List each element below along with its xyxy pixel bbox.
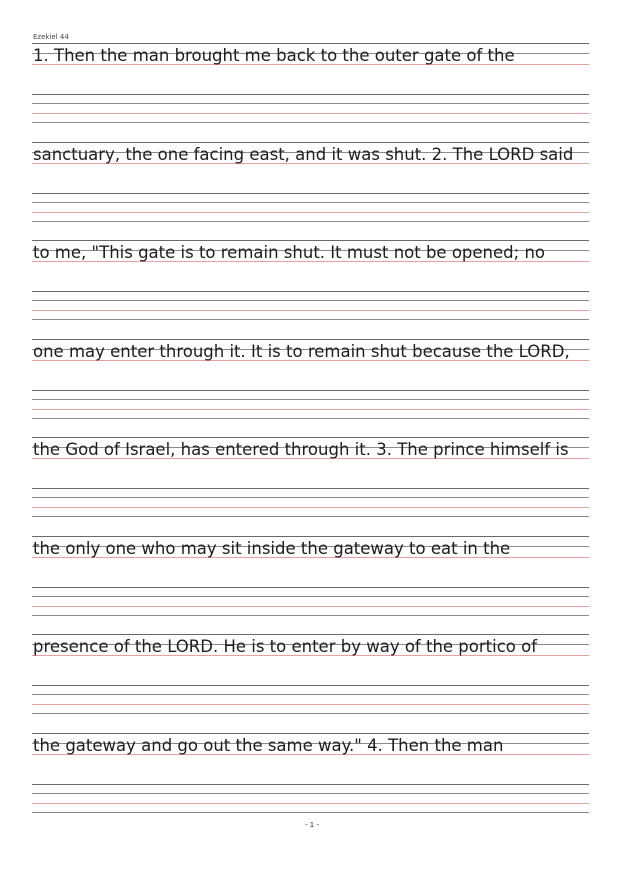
practice-line-text: one may enter through it. It is to remain shut because the LORD, (33, 341, 570, 361)
practice-line-text: the God of Israel, has entered through it. 3. The prince himself is (33, 440, 569, 459)
page-number: - 1 - (305, 821, 319, 829)
page-header-title: Ezekiel 44 (33, 33, 69, 41)
practice-line-group (32, 437, 589, 536)
practice-line-text: 1. Then the man brought me back to the outer gate of the (33, 46, 515, 65)
practice-line-group (32, 339, 589, 438)
practice-line-group (32, 240, 589, 339)
handwriting-practice-sheet (32, 43, 589, 831)
practice-line-group (32, 142, 589, 241)
practice-line-text: sanctuary, the one facing east, and it was shut. 2. The LORD said (33, 144, 574, 164)
practice-line-group (32, 733, 589, 832)
practice-line-text: presence of the LORD. He is to enter by way of the portico of (33, 637, 538, 656)
practice-line-group (32, 43, 589, 142)
practice-line-text: the only one who may sit inside the gateway to eat in the (33, 538, 511, 558)
practice-line-group (32, 634, 589, 733)
practice-line-text: to me, "This gate is to remain shut. It must not be opened; no (33, 243, 545, 262)
practice-line-text: the gateway and go out the same way." 4. Then the man (33, 735, 504, 755)
practice-line-group (32, 536, 589, 635)
